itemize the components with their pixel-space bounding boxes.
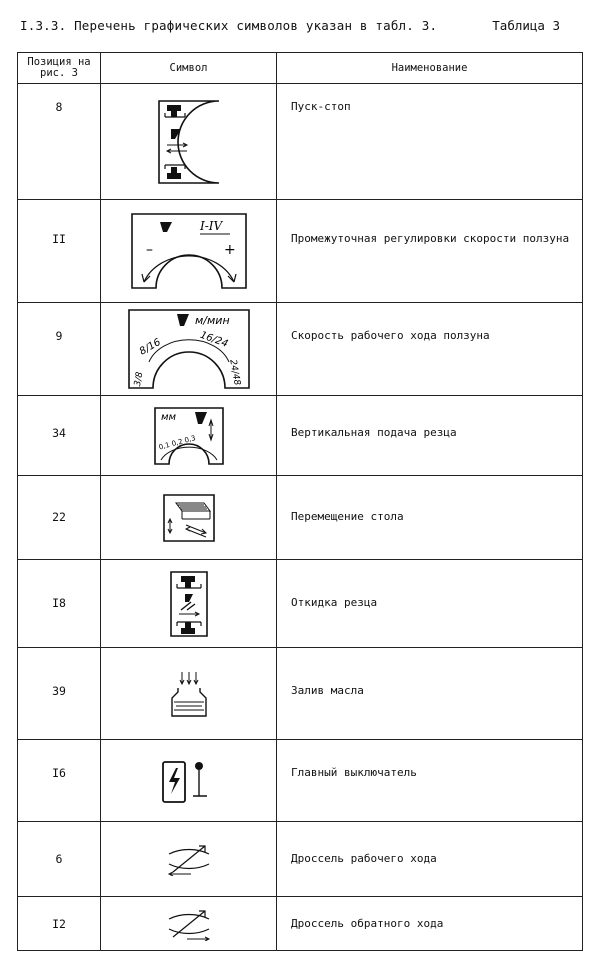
symbol-plus-label: + [223, 242, 236, 258]
throttle-return-icon [165, 907, 213, 941]
row-position: 6 [18, 822, 101, 897]
table-row [18, 897, 583, 951]
row-position: 39 [18, 648, 101, 740]
symbol-unit-label: мм [160, 411, 176, 423]
header-name: Наименование [277, 53, 583, 84]
row-position: I2 [18, 897, 101, 951]
working-speed-icon [127, 308, 251, 390]
symbol-speed-label: 8/16 [137, 336, 163, 358]
row-symbol [101, 303, 277, 396]
row-name: Перемещение стола [277, 476, 583, 560]
row-position: 22 [18, 476, 101, 560]
row-symbol [101, 648, 277, 740]
row-position: 8 [18, 84, 101, 200]
symbol-scale-label: 0,1 0,2 0,3 [157, 433, 197, 452]
table-move-icon [162, 493, 216, 543]
table-row [18, 648, 583, 740]
row-position: 9 [18, 303, 101, 396]
symbol-range-label: I-IV [199, 219, 222, 233]
row-symbol [101, 740, 277, 822]
symbols-table [17, 52, 583, 951]
symbol-speed-label: 3/8 [132, 371, 145, 388]
row-symbol [101, 84, 277, 200]
row-position: II [18, 200, 101, 303]
intermediate-speed-icon [130, 212, 248, 290]
row-position: 34 [18, 396, 101, 476]
table-row [18, 303, 583, 396]
row-name: Пуск-стоп [277, 84, 583, 200]
row-name: Промежуточная регулировки скорости ползуна [277, 200, 583, 303]
table-row [18, 476, 583, 560]
table-row [18, 396, 583, 476]
symbol-unit-label: м/мин [194, 314, 230, 327]
row-name: Главный выключатель [277, 740, 583, 822]
row-symbol [101, 476, 277, 560]
symbol-speed-label: 16/24 [197, 329, 229, 350]
header-symbol: Символ [101, 53, 277, 84]
header-position: Позиция на рис. 3 [18, 53, 101, 84]
row-symbol [101, 396, 277, 476]
cutter-lift-icon [169, 570, 209, 638]
row-name: Вертикальная подача резца [277, 396, 583, 476]
throttle-working-icon [165, 842, 213, 876]
row-name: Залив масла [277, 648, 583, 740]
row-position: I8 [18, 560, 101, 648]
table-header-row [18, 53, 583, 84]
symbol-speed-label: 24/48 [226, 358, 242, 387]
table-label: Таблица 3 [492, 18, 560, 33]
main-switch-icon [161, 756, 217, 806]
row-symbol [101, 897, 277, 951]
table-row [18, 560, 583, 648]
row-position: I6 [18, 740, 101, 822]
table-row [18, 84, 583, 200]
table-row [18, 200, 583, 303]
row-symbol [101, 822, 277, 897]
table-row [18, 740, 583, 822]
start-stop-icon [157, 99, 221, 185]
symbol-minus-label: – [145, 242, 153, 258]
row-symbol [101, 200, 277, 303]
row-name: Откидка резца [277, 560, 583, 648]
table-row [18, 822, 583, 897]
row-symbol [101, 560, 277, 648]
vertical-feed-icon [153, 406, 225, 466]
row-name: Дроссель рабочего хода [277, 822, 583, 897]
row-name: Дроссель обратного хода [277, 897, 583, 951]
row-name: Скорость рабочего хода ползуна [277, 303, 583, 396]
page-heading: I.3.3. Перечень графических символов указан в табл. 3. [20, 18, 438, 33]
oil-fill-icon [168, 670, 210, 718]
